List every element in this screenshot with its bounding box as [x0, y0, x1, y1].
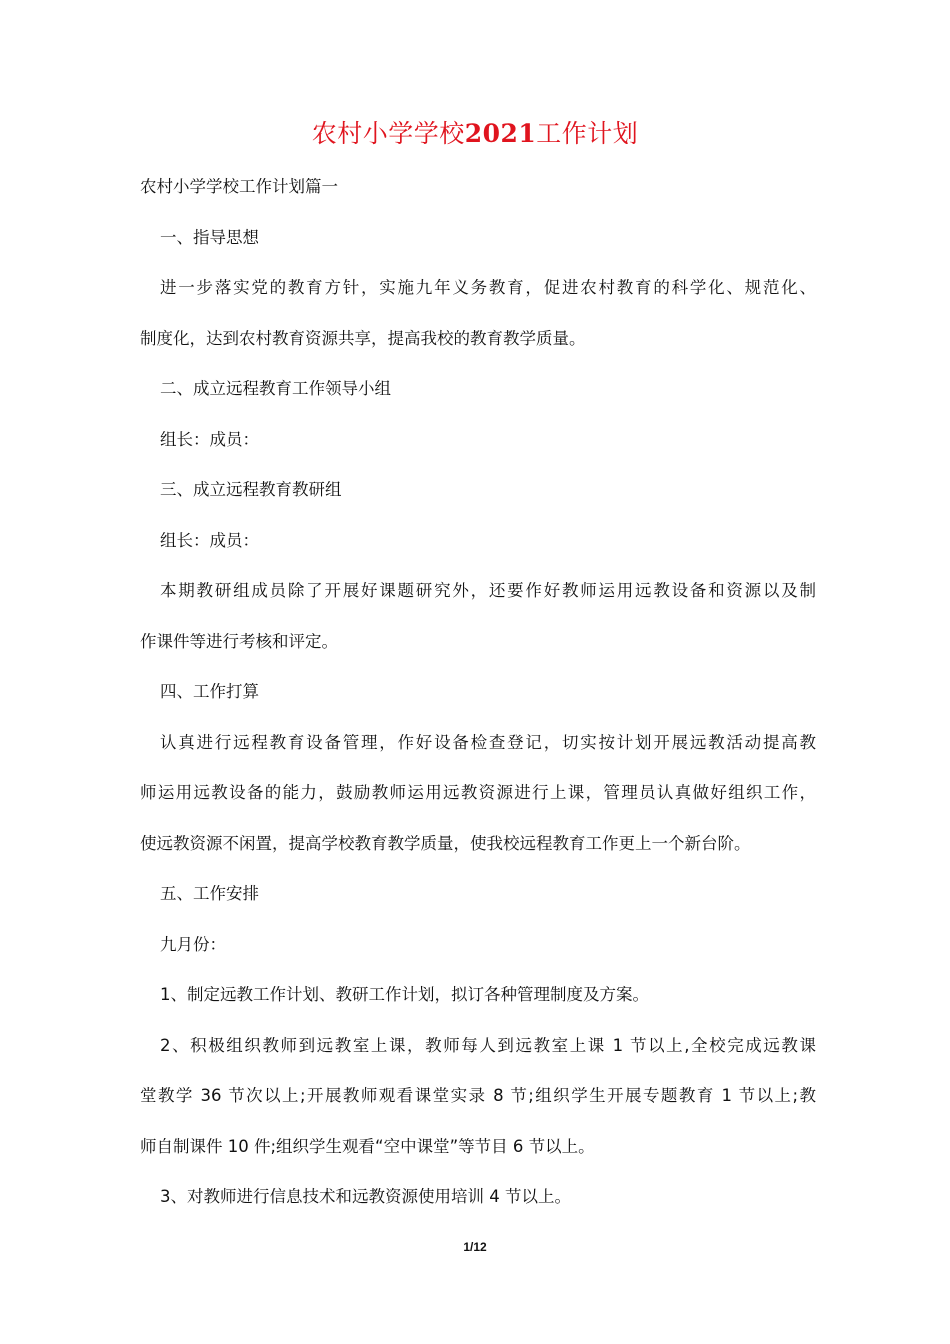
list-item-continuation: 师自制课件 10 件;组织学生观看“空中课堂”等节目 6 节以上。 [140, 1136, 595, 1156]
paragraph-line: 进一步落实党的教育方针，实施九年义务教育，促进农村教育的科学化、规范化、 [160, 278, 816, 297]
heading-leadership-group: 二、成立远程教育工作领导小组 [160, 379, 391, 398]
heading-work-arrangement: 五、工作安排 [160, 884, 259, 903]
heading-work-plan: 四、工作打算 [160, 682, 259, 701]
title-prefix: 农村小学学校 [311, 119, 465, 148]
title-suffix: 工作计划 [536, 119, 639, 148]
group-members-line: 组长：成员： [160, 429, 259, 449]
title-year: 2021 [464, 119, 537, 148]
section-subtitle: 农村小学学校工作计划篇一 [140, 177, 338, 196]
list-item-continuation: 堂教学 36 节次以上;开展教师观看课堂实录 8 节;组织学生开展专题教育 1 节以上;教 [140, 1086, 816, 1105]
paragraph-line: 师运用远教设备的能力，鼓励教师运用远教资源进行上课，管理员认真做好组织工作， [140, 783, 816, 802]
page-number: 1/12 [463, 1240, 487, 1254]
list-item: 1、制定远教工作计划、教研工作计划，拟订各种管理制度及方案。 [160, 985, 649, 1004]
document-title [0, 116, 950, 152]
list-item: 2、积极组织教师到远教室上课，教师每人到远教室上课 1 节以上,全校完成远教课 [160, 1035, 816, 1055]
group-members-line: 组长：成员： [160, 530, 259, 550]
paragraph-line: 使远教资源不闲置，提高学校教育教学质量，使我校远程教育工作更上一个新台阶。 [140, 833, 751, 853]
paragraph-line: 本期教研组成员除了开展好课题研究外，还要作好教师运用远教设备和资源以及制 [160, 581, 816, 600]
paragraph-line: 作课件等进行考核和评定。 [140, 631, 338, 651]
paragraph-line: 制度化，达到农村教育资源共享，提高我校的教育教学质量。 [140, 328, 586, 348]
heading-guiding-thought: 一、指导思想 [160, 227, 259, 247]
heading-research-group: 三、成立远程教育教研组 [160, 480, 342, 499]
paragraph-line: 认真进行远程教育设备管理，作好设备检查登记，切实按计划开展远教活动提高教 [160, 732, 816, 752]
month-label: 九月份： [160, 934, 226, 954]
document-body [140, 170, 816, 1231]
list-item: 3、对教师进行信息技术和远教资源使用培训 4 节以上。 [160, 1187, 571, 1206]
